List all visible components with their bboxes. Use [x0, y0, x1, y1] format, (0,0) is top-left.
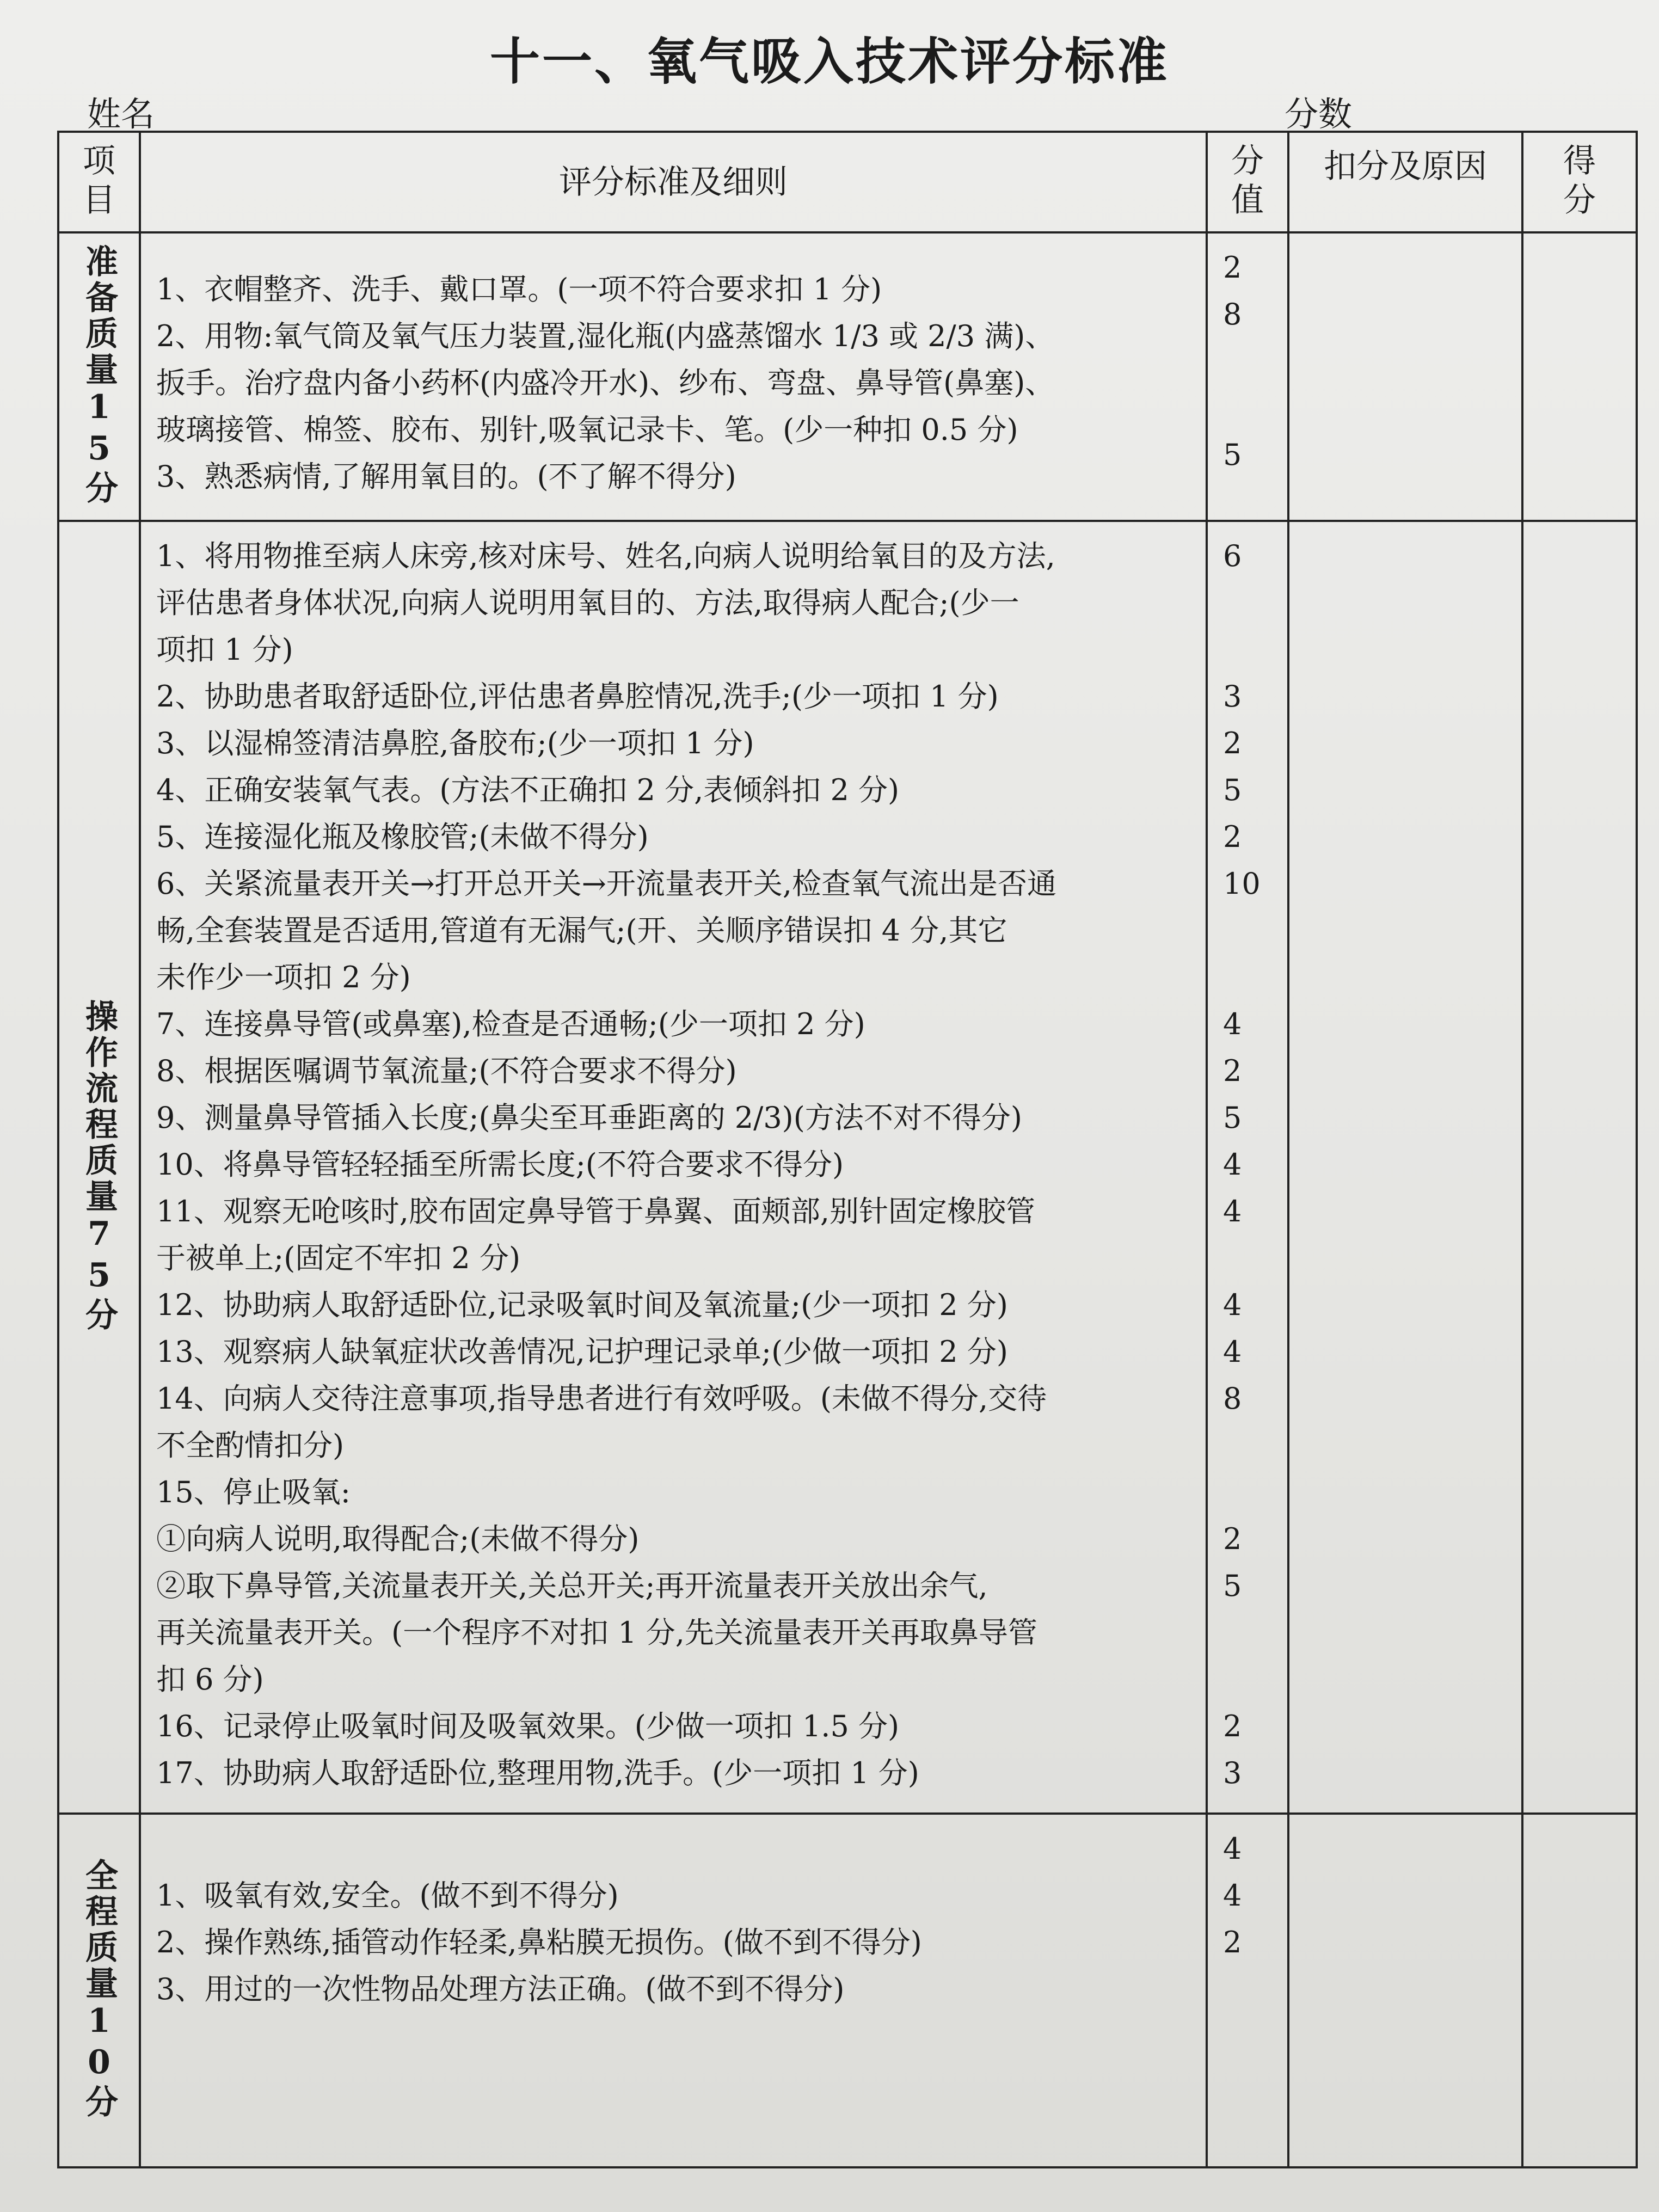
criteria-line: 2、操作熟练,插管动作轻柔,鼻粘膜无损伤。(做不到不得分) — [156, 1925, 922, 1959]
points-cell — [1207, 1814, 1288, 2167]
criteria-line: 扣 6 分) — [156, 1662, 264, 1697]
criteria-line: 3、以湿棉签清洁鼻腔,备胶布;(少一项扣 1 分) — [156, 726, 754, 760]
points-value: 2 — [1223, 1522, 1242, 1556]
points-value: 5 — [1223, 773, 1242, 807]
criteria-line: 1、吸氧有效,安全。(做不到不得分) — [156, 1878, 619, 1913]
criteria-line — [156, 1826, 1190, 1872]
criteria-line: 不全酌情扣分) — [156, 1428, 345, 1463]
criteria-cell — [140, 521, 1207, 1814]
header-points: 分值 — [1207, 132, 1288, 232]
points-value: 2 — [1223, 820, 1242, 854]
criteria-line: 扳手。治疗盘内备小药杯(内盛冷开水)、纱布、弯盘、鼻导管(鼻塞)、 — [156, 366, 1055, 400]
points-value: 5 — [1223, 438, 1242, 472]
deduction-cell — [1288, 1814, 1522, 2167]
criteria-line: 再关流量表开关。(一个程序不对扣 1 分,先关流量表开关再取鼻导管 — [156, 1615, 1037, 1650]
criteria-line: 2、协助患者取舒适卧位,评估患者鼻腔情况,洗手;(少一项扣 1 分) — [156, 679, 999, 714]
points-value: 4 — [1223, 1147, 1242, 1182]
points-value: 2 — [1223, 1054, 1242, 1088]
points-value: 4 — [1223, 1194, 1242, 1228]
points-cell — [1207, 521, 1288, 1814]
criteria-cell — [140, 232, 1207, 521]
header-earned: 得分 — [1522, 132, 1637, 232]
criteria-line: 未作少一项扣 2 分) — [156, 960, 411, 994]
points-value — [1223, 1656, 1287, 1703]
header-item: 项目 — [58, 132, 140, 232]
criteria-line: 4、正确安装氧气表。(方法不正确扣 2 分,表倾斜扣 2 分) — [156, 773, 900, 807]
criteria-line: 14、向病人交待注意事项,指导患者进行有效呼吸。(未做不得分,交待 — [156, 1381, 1047, 1416]
criteria-line: 8、根据医嘱调节氧流量;(不符合要求不得分) — [156, 1054, 737, 1088]
points-value — [1223, 907, 1287, 954]
points-value: 5 — [1223, 1569, 1242, 1603]
points-value: 3 — [1223, 679, 1242, 714]
scoring-table — [57, 131, 1638, 2168]
section-label: 操作流程质量75分 — [80, 999, 118, 1334]
points-value: 4 — [1223, 1335, 1242, 1369]
points-value: 8 — [1223, 1381, 1242, 1416]
deduction-cell — [1288, 232, 1522, 521]
criteria-line: 1、将用物推至病人床旁,核对床号、姓名,向病人说明给氧目的及方法, — [156, 539, 1055, 573]
criteria-line: 畅,全套装置是否适用,管道有无漏气;(开、关顺序错误扣 4 分,其它 — [156, 913, 1007, 948]
points-value — [1223, 1469, 1287, 1516]
criteria-line: 3、熟悉病情,了解用氧目的。(不了解不得分) — [156, 459, 736, 494]
criteria-line: 3、用过的一次性物品处理方法正确。(做不到不得分) — [156, 1972, 845, 2006]
points-value: 4 — [1223, 1832, 1242, 1866]
name-label: 姓名 — [87, 94, 155, 134]
criteria-line: 玻璃接管、棉签、胶布、别针,吸氧记录卡、笔。(少一种扣 0.5 分) — [156, 413, 1018, 447]
earned-cell — [1522, 521, 1637, 1814]
criteria-line: ②取下鼻导管,关流量表开关,关总开关;再开流量表开关放出余气, — [156, 1569, 988, 1603]
page-title: 十一、氧气吸入技术评分标准 — [489, 33, 1169, 91]
points-value: 10 — [1223, 867, 1261, 901]
criteria-line: 5、连接湿化瓶及橡胶管;(未做不得分) — [156, 820, 649, 854]
points-value: 3 — [1223, 1756, 1242, 1790]
criteria-line: 15、停止吸氧: — [156, 1475, 351, 1509]
criteria-line: 10、将鼻导管轻轻插至所需长度;(不符合要求不得分) — [156, 1147, 844, 1182]
criteria-line: 11、观察无呛咳时,胶布固定鼻导管于鼻翼、面颊部,别针固定橡胶管 — [156, 1194, 1036, 1228]
points-value — [1223, 626, 1287, 673]
points-value — [1223, 580, 1287, 626]
section-row-operation — [58, 521, 1637, 1814]
header-row — [58, 132, 1637, 232]
points-value — [1223, 385, 1287, 432]
score-label: 分数 — [1285, 94, 1353, 134]
section-label: 全程质量10分 — [80, 1858, 118, 2121]
section-label-cell — [58, 232, 140, 521]
points-value — [1223, 1966, 1287, 2013]
points-value: 2 — [1223, 726, 1242, 760]
points-value: 2 — [1223, 250, 1242, 285]
deduction-cell — [1288, 521, 1522, 1814]
points-value — [1223, 338, 1287, 385]
criteria-line: 12、协助病人取舒适卧位,记录吸氧时间及氧流量;(少一项扣 2 分) — [156, 1288, 1008, 1322]
section-label-cell — [58, 1814, 140, 2167]
points-value: 5 — [1223, 1101, 1242, 1135]
points-value — [1223, 1422, 1287, 1469]
criteria-line: 17、协助病人取舒适卧位,整理用物,洗手。(少一项扣 1 分) — [156, 1756, 919, 1790]
criteria-line: 2、用物:氧气筒及氧气压力装置,湿化瓶(内盛蒸馏水 1/3 或 2/3 满)、 — [156, 319, 1055, 353]
points-value: 8 — [1223, 297, 1242, 331]
header-deduction: 扣分及原因 — [1288, 132, 1522, 232]
earned-cell — [1522, 232, 1637, 521]
section-label: 准备质量15分 — [80, 244, 118, 507]
criteria-line: 评估患者身体状况,向病人说明用氧目的、方法,取得病人配合;(少一 — [156, 586, 1019, 620]
criteria-line: 1、衣帽整齐、洗手、戴口罩。(一项不符合要求扣 1 分) — [156, 272, 882, 306]
criteria-line: 13、观察病人缺氧症状改善情况,记护理记录单;(少做一项扣 2 分) — [156, 1335, 1008, 1369]
section-row-preparation — [58, 232, 1637, 521]
points-value: 2 — [1223, 1709, 1242, 1743]
points-value — [1223, 1609, 1287, 1656]
earned-cell — [1522, 1814, 1637, 2167]
points-value: 4 — [1223, 1007, 1242, 1041]
points-value — [1223, 954, 1287, 1001]
points-value: 4 — [1223, 1288, 1242, 1322]
criteria-line: ①向病人说明,取得配合;(未做不得分) — [156, 1522, 640, 1556]
header-criteria: 评分标准及细则 — [140, 132, 1207, 232]
criteria-line: 6、关紧流量表开关→打开总开关→开流量表开关,检查氧气流出是否通 — [156, 867, 1057, 901]
criteria-line: 9、测量鼻导管插入长度;(鼻尖至耳垂距离的 2/3)(方法不对不得分) — [156, 1101, 1022, 1135]
criteria-line: 项扣 1 分) — [156, 632, 293, 667]
points-cell — [1207, 232, 1288, 521]
criteria-line: 7、连接鼻导管(或鼻塞),检查是否通畅;(少一项扣 2 分) — [156, 1007, 865, 1041]
points-value: 6 — [1223, 539, 1242, 573]
criteria-line: 16、记录停止吸氧时间及吸氧效果。(少做一项扣 1.5 分) — [156, 1709, 900, 1743]
section-row-overall — [58, 1814, 1637, 2167]
points-value — [1223, 1235, 1287, 1282]
criteria-cell — [140, 1814, 1207, 2167]
section-label-cell — [58, 521, 140, 1814]
points-value: 2 — [1223, 1925, 1242, 1959]
points-value: 4 — [1223, 1878, 1242, 1913]
criteria-line: 于被单上;(固定不牢扣 2 分) — [156, 1241, 521, 1275]
